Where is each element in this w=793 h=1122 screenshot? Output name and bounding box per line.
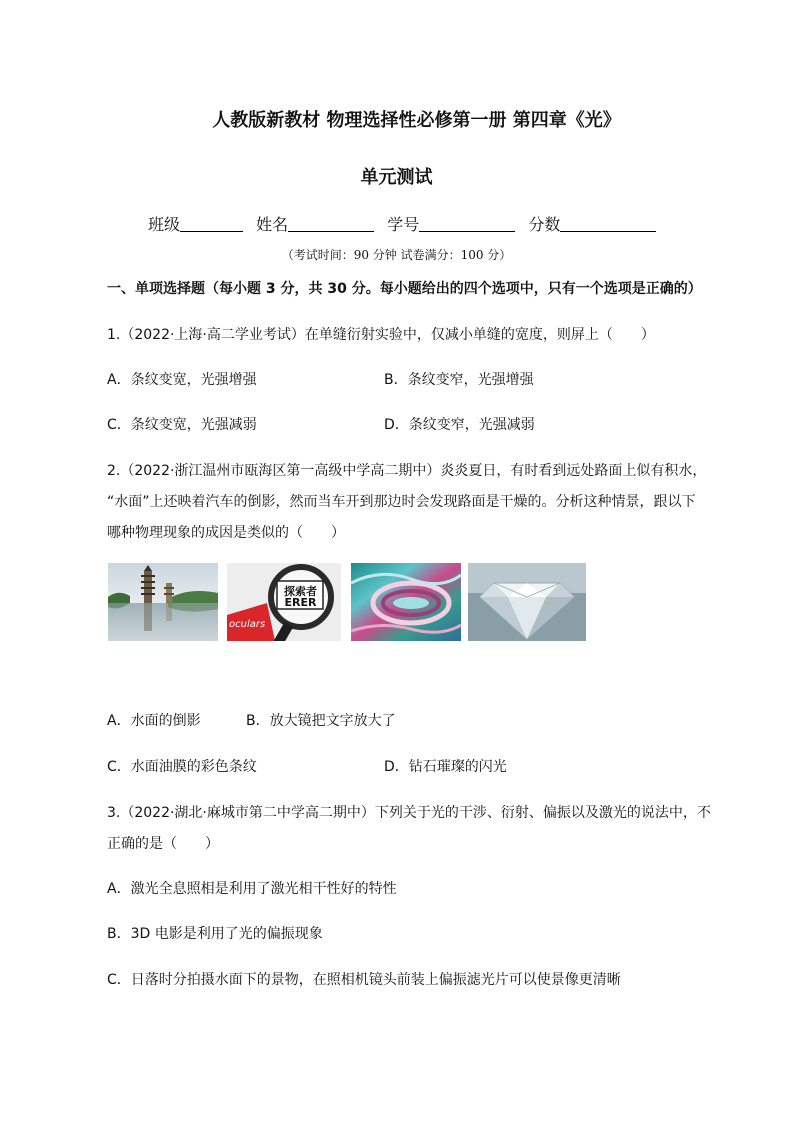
q3-stem-line2: 正确的是（ ） — [107, 836, 219, 852]
diamond-image — [468, 563, 586, 641]
magnifier-label-text: 探索者 — [284, 585, 317, 598]
name-blank[interactable] — [288, 216, 374, 232]
q3-option-a: A．激光全息照相是利用了激光相干性好的特性 — [107, 881, 397, 897]
section-heading: 一、单项选择题（每小题 3 分，共 30 分。每小题给出的四个选项中，只有一个选项是正确的） — [107, 281, 702, 297]
pagoda-reflection-image — [108, 563, 218, 641]
q1-option-b: B．条纹变窄，光强增强 — [384, 372, 534, 388]
document-subtitle: 单元测试 — [360, 167, 433, 188]
student-info-line — [148, 212, 656, 235]
score-label: 分数 — [528, 215, 561, 234]
q3-stem-line1: 3.（2022·湖北·麻城市第二中学高二期中）下列关于光的干涉、衍射、偏振以及激光的说法中，不 — [107, 805, 711, 821]
book-title-text: ERER — [284, 596, 317, 609]
q2-stem-line3: 哪种物理现象的成因是类似的（ ） — [107, 525, 345, 541]
student-id-blank[interactable] — [419, 216, 515, 232]
score-blank[interactable] — [560, 216, 656, 232]
magnifier-image — [227, 563, 341, 641]
q1-option-c: C．条纹变宽，光强减弱 — [107, 417, 257, 433]
class-blank[interactable] — [180, 216, 243, 232]
book-cover-text: oculars — [229, 619, 266, 630]
q1-option-a: A．条纹变宽，光强增强 — [107, 372, 257, 388]
q2-stem-line1: 2.（2022·浙江温州市瓯海区第一高级中学高二期中）炎炎夏日，有时看到远处路面上似有积水， — [107, 463, 707, 479]
q2-option-c: C．水面油膜的彩色条纹 — [107, 759, 257, 775]
name-label: 姓名 — [256, 215, 289, 234]
q2-option-d: D．钻石璀璨的闪光 — [384, 759, 507, 775]
oil-film-image — [351, 563, 461, 641]
q3-option-b: B．3D 电影是利用了光的偏振现象 — [107, 926, 323, 942]
student-id-label: 学号 — [387, 215, 420, 234]
q2-stem-line2: “水面”上还映着汽车的倒影，然而当车开到那边时会发现路面是干燥的。分析这种情景，跟以下 — [107, 494, 696, 510]
q2-option-a: A．水面的倒影 — [107, 713, 201, 729]
document-title: 人教版新教材 物理选择性必修第一册 第四章《光》 — [212, 110, 621, 131]
exam-info: （考试时间：90 分钟 试卷满分：100 分） — [281, 248, 512, 262]
q1-option-d: D．条纹变窄，光强减弱 — [384, 417, 535, 433]
q3-option-c: C．日落时分拍摄水面下的景物，在照相机镜头前装上偏振滤光片可以使景像更清晰 — [107, 972, 621, 988]
q1-stem: 1.（2022·上海·高二学业考试）在单缝衍射实验中，仅减小单缝的宽度，则屏上（ ） — [107, 327, 655, 343]
q2-option-b: B．放大镜把文字放大了 — [246, 713, 396, 729]
class-label: 班级 — [148, 215, 181, 234]
